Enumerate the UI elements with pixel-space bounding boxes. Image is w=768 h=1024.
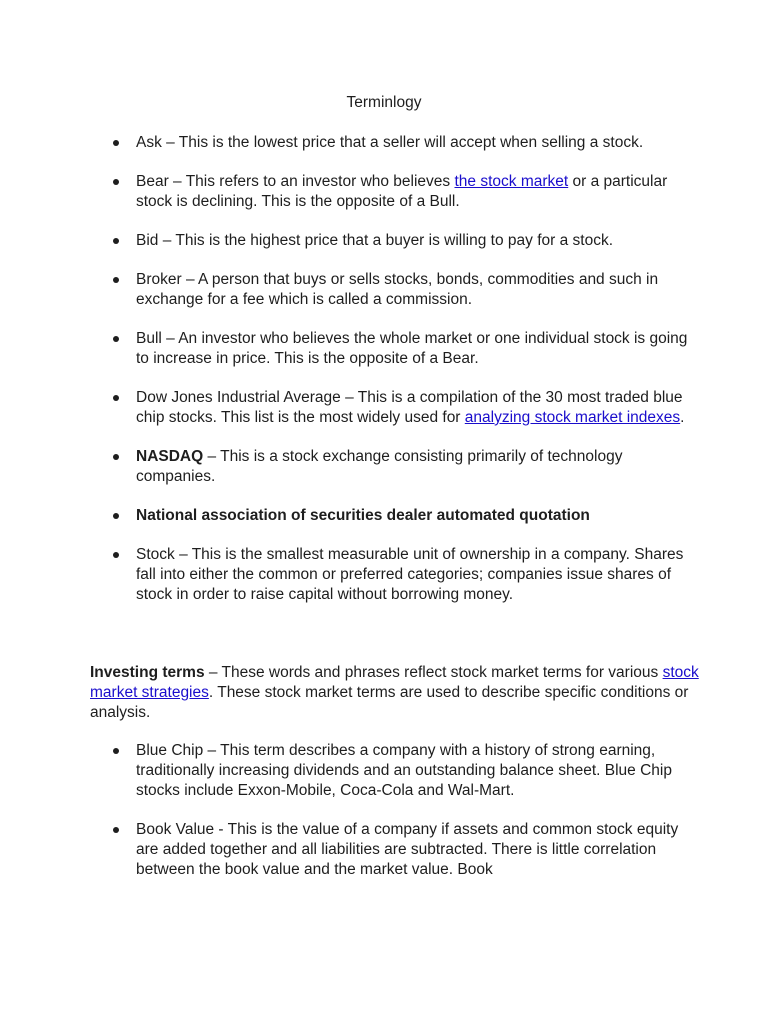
investing-terms-paragraph [90,663,700,723]
bullet-icon [113,748,119,754]
stock-market-link[interactable]: the stock market [454,173,569,190]
bullet-icon [113,552,119,558]
term-text-continued: or a particular stock is declining. This is the opposite of a Bull. [136,173,668,210]
analyzing-indexes-link[interactable]: analyzing stock market indexes [464,409,681,426]
bullet-icon [113,277,119,283]
term-text: Bull – An investor who believes the whole market or one individual stock is going to increase in price. This is the opposite of a Bear. [136,330,688,367]
term-name: National association of securities dealer automated quotation [136,507,590,524]
list-item [0,820,768,880]
list-item [0,172,768,212]
page-title: Terminlogy [346,94,422,111]
term-text: Dow Jones Industrial Average – This is a compilation of the 30 most traded blue chip stocks. This list is the most widely used for [136,389,683,426]
bullet-icon [113,513,119,519]
term-text: Broker – A person that buys or sells stocks, bonds, commodities and such in exchange for a fee which is called a commission. [136,271,659,308]
list-item [0,506,768,526]
bullet-icon [113,454,119,460]
bullet-icon [113,179,119,185]
paragraph-text: – These words and phrases reflect stock market terms for various [204,664,663,681]
term-name: NASDAQ [136,448,204,465]
bullet-icon [113,827,119,833]
bullet-icon [113,336,119,342]
term-text: Bid – This is the highest price that a buyer is willing to pay for a stock. [136,232,614,249]
term-text: Ask – This is the lowest price that a seller will accept when selling a stock. [136,134,644,151]
stock-market-strategies-link[interactable]: stock market strategies [90,664,699,701]
list-item [0,545,768,605]
list-item [0,741,768,801]
list-item [0,133,768,153]
term-text: Blue Chip – This term describes a company with a history of strong earning, traditionally increasing dividends and an outstanding balance sheet. Blue Chip stocks include Exxon-Mobile, Coca-Cola and Wal-Mart. [136,742,672,799]
list-item [0,329,768,369]
list-item [0,270,768,310]
list-item [0,388,768,428]
list-item [0,231,768,251]
bullet-icon [113,140,119,146]
paragraph-text-continued: . These stock market terms are used to describe specific conditions or analysis. [90,684,689,721]
term-text: Bear – This refers to an investor who believes [136,173,455,190]
term-text: Book Value - This is the value of a company if assets and common stock equity are added together and all liabilities are subtracted. There is little correlation between the book value and the market value. Book [136,821,679,878]
terminology-list [0,133,768,624]
bullet-icon [113,395,119,401]
term-text: – This is a stock exchange consisting primarily of technology companies. [136,448,623,485]
list-item [0,447,768,487]
bullet-icon [113,238,119,244]
section-heading: Investing terms [90,664,205,681]
term-text: Stock – This is the smallest measurable unit of ownership in a company. Shares fall into either the common or preferred categories; companies issue shares of stock in order to raise capital without borrowing money. [136,546,684,603]
investing-terms-list [0,741,768,899]
term-text-continued: . [680,409,685,426]
